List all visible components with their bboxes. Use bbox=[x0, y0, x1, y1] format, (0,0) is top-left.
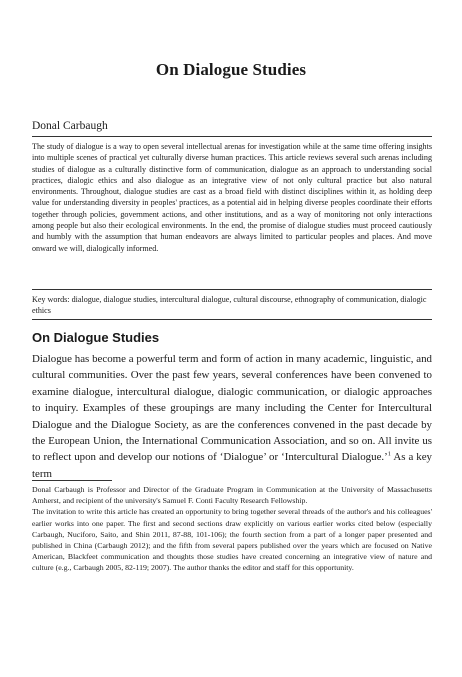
body-text-tail: As a key term bbox=[32, 451, 432, 480]
body-paragraph bbox=[32, 351, 432, 482]
author-name: Donal Carbaugh bbox=[32, 120, 108, 132]
section-heading: On Dialogue Studies bbox=[32, 330, 160, 345]
keywords: Key words: dialogue, dialogue studies, intercultural dialogue, cultural discourse, ethnography of communication, dialogic ethics bbox=[32, 295, 427, 316]
footnotes bbox=[32, 484, 432, 574]
article-title: On Dialogue Studies bbox=[155, 60, 307, 79]
footnote-marker: 1 bbox=[387, 450, 392, 458]
author-divider bbox=[32, 136, 432, 137]
keywords-divider bbox=[32, 319, 432, 320]
footnote-acknowledgement: The invitation to write this article has created an opportunity to bring together several threads of the author's and his colleagues' earlier works into one paper. The first and second sections draw explicitly on various earlier works cited below (especially Carbaugh, Nuciforo, Saito, and Shin 2011, 87-88, 101-106); the fourth section from a part of a longer paper presented and published in China (Carbaugh 2012); and the fifth from several papers published over the years which are focused on Native American, Blackfeet communication and thoughts those studies have created concerning an integrative view of nature and culture (e.g., Carbaugh 2005, 82-119; 2007). The author thanks the editor and staff for this opportunity. bbox=[32, 507, 432, 573]
footnote-divider bbox=[32, 480, 112, 481]
abstract-divider bbox=[32, 289, 432, 290]
abstract: The study of dialogue is a way to open several intellectual arenas for investigation while at the same time offering insights into multiple scenes of practical yet culturally diverse human practices. This article reviews several such arenas including studies of dialogue as a culturally distinctive form of communication, dialogue as an approach to understanding social practices, dialogic ethics and also dialogue as an integrative view of not only cultural practice but also natural environments. Throughout, dialogue studies are cast as a broad field with distinct disciplines within it, as holding deep value for understanding diversity in peoples' practices, as a potential aid in helping diverse peoples coordinate their efforts together through policies, government actions, and other institutions, and as a way of monitoring not only interactions among people but also their ecological environments. In the end, the promise of dialogue studies must proceed cautiously and humbly with the assumption that human endeavors are always limited to particular peoples and places. And move onward we will, dialogically informed. bbox=[32, 142, 432, 253]
footnote-author-bio: Donal Carbaugh is Professor and Director of the Graduate Program in Communication at the University of Massachusetts Amherst, and recipient of the university's Samuel F. Conti Faculty Research Fellowship. bbox=[32, 485, 432, 506]
body-text: Dialogue has become a powerful term and form of action in many academic, linguistic, and cultural communities. Over the past few years, several conferences have been convened to examine dialogue, intercultural dialogue, dialogic communication, or dialogic approaches to inquiry. Examples of these groupings are many including the Center for Intercultural Dialogue and the Dialogue Society, as are the conferences convened in the past decade by the European Union, the International Communication Association, and so on. All invite us to reflect upon and develop our notions of ‘Dialogue’ or ‘Intercultural Dialogue.’ bbox=[32, 353, 432, 464]
